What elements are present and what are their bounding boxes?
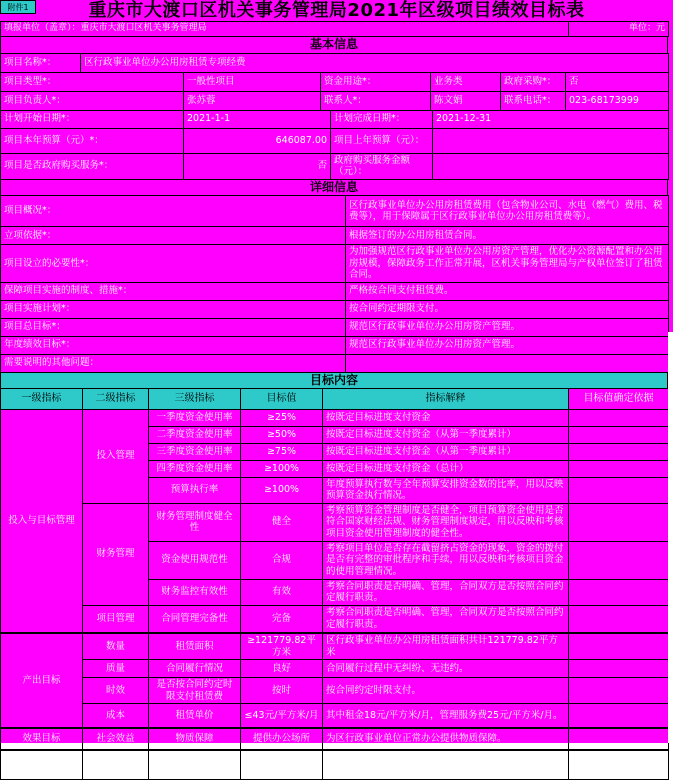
- l3-indicator: 合同履行的持续性: [149, 750, 241, 780]
- target-value: ≥121779.82平方米: [241, 633, 323, 660]
- detail-value[interactable]: 严格按合同支付租赁费。: [346, 282, 669, 300]
- l1-indicator: 产出目标: [1, 633, 83, 728]
- indicator-explain: 由租赁双方与房屋产权单位签订租赁合同，租赁期满后双方协商续签，保证租赁合同的持续性。: [323, 750, 569, 780]
- basis-cell: [569, 443, 669, 460]
- l2-indicator: 社会效益: [83, 728, 149, 750]
- phone-label: 联系电话*：: [501, 91, 566, 110]
- target-value: ≥50%: [241, 426, 323, 443]
- col-header-value: 目标值: [241, 389, 323, 410]
- l3-indicator: 是否按合同约定时限支付租赁费: [149, 678, 241, 704]
- l1-indicator: 投入与目标管理: [1, 409, 83, 633]
- basis-cell: [569, 426, 669, 443]
- basic-info-grid-a: [0, 72, 669, 111]
- basis-cell: [569, 660, 669, 678]
- target-value: 提供办公场所: [241, 728, 323, 750]
- detail-label: 立项依据*：: [1, 227, 346, 245]
- detail-grid: [0, 195, 669, 373]
- target-header-row: [1, 389, 669, 410]
- basis-cell: [569, 477, 669, 503]
- gov-service-value[interactable]: 否: [184, 153, 331, 179]
- target-value: 不中断: [241, 750, 323, 780]
- l1-indicator: 影响力目标: [1, 750, 83, 780]
- project-leader-value[interactable]: 张苏蓉: [184, 91, 321, 110]
- l3-indicator: 租赁单价: [149, 704, 241, 728]
- detail-label: 项目实施计划*：: [1, 300, 346, 318]
- detail-label: 项目概况*：: [1, 196, 346, 227]
- target-value: 完备: [241, 605, 323, 633]
- l3-indicator: 物质保障: [149, 728, 241, 750]
- basis-cell: [569, 633, 669, 660]
- indicator-explain: 按既定目标进度支付资金（从第一季度累计）: [323, 426, 569, 443]
- table-row: [1, 678, 669, 704]
- detail-label: 年度绩效目标*：: [1, 336, 346, 354]
- detail-label: 项目总目标*：: [1, 318, 346, 336]
- indicator-explain: 考察合同职责是否明确、管理，合同双方是否按照合同约定履行职责。: [323, 605, 569, 633]
- start-date-label: 计划开始日期*：: [1, 110, 184, 128]
- l3-indicator: 合同履行情况: [149, 660, 241, 678]
- l2-indicator: 成本: [83, 704, 149, 728]
- l2-indicator: 财务管理: [83, 503, 149, 605]
- basis-cell: [569, 409, 669, 426]
- target-value: 合规: [241, 541, 323, 579]
- table-row: [1, 728, 669, 750]
- l3-indicator: 合同管理完备性: [149, 605, 241, 633]
- table-row: [1, 660, 669, 678]
- contact-label: 联系人*：: [321, 91, 431, 110]
- page-title: 重庆市大渡口区机关事务管理局2021年区级项目绩效目标表: [88, 0, 585, 21]
- detail-value[interactable]: 区行政事业单位办公用房租赁费用（包含物业公司、水电（燃气）费用、税费等），用于保障属于区行政事业单位办公用房租赁费等）。: [346, 196, 669, 227]
- detail-value[interactable]: 规范区行政事业单位办公用房资产管理。: [346, 336, 669, 354]
- basis-cell: [569, 728, 669, 750]
- basis-cell: [569, 750, 669, 780]
- col-header-l2: 二级指标: [83, 389, 149, 410]
- table-row: [1, 605, 669, 633]
- basis-cell: [569, 541, 669, 579]
- detail-section-header: [0, 179, 668, 197]
- indicator-explain: 按既定目标进度支付资金: [323, 409, 569, 426]
- l2-indicator: 时效: [83, 678, 149, 704]
- start-date-value[interactable]: 2021-1-1: [184, 110, 331, 128]
- basic-info-section-header: [0, 36, 668, 54]
- fund-use-value[interactable]: 业务类: [431, 72, 501, 91]
- target-value: 按时: [241, 678, 323, 704]
- sheet-right-margin: [668, 332, 673, 743]
- prev-budget-label: 项目上年预算（元）：: [331, 128, 433, 153]
- detail-label: 项目设立的必要性*：: [1, 245, 346, 283]
- l2-indicator: 项目管理: [83, 605, 149, 633]
- filing-unit: 填报单位（盖章）：重庆市大渡口区机关事务管理局: [1, 22, 569, 37]
- target-value: ≥25%: [241, 409, 323, 426]
- target-value: ≥100%: [241, 477, 323, 503]
- indicator-explain: 考察预算资金管理制度是否健全，项目预算资金使用是否符合国家财经法规、财务管理制度规定，用以反映和考核项目资金使用管理制度的健全性。: [323, 503, 569, 541]
- project-name-row: [0, 53, 669, 73]
- detail-label: 保障项目实施的制度、措施*：: [1, 282, 346, 300]
- l2-indicator: 质量: [83, 660, 149, 678]
- project-leader-label: 项目负责人*：: [1, 91, 184, 110]
- target-value: ≥75%: [241, 443, 323, 460]
- detail-value[interactable]: 为加强规范区行政事业单位办公用房资产管理，优化办公资源配置和办公用房规模，保障政务工作正常开展，区机关事务管理局与产权单位签订了租赁合同。: [346, 245, 669, 283]
- project-name-label: 项目名称*：: [1, 53, 81, 72]
- indicator-explain: 考察项目单位是否存在截留挤占资金的现象，资金的拨付是否有完整的审批程序和手续，用以反映和考核项目资金的使用管理情况。: [323, 541, 569, 579]
- target-value: 健全: [241, 503, 323, 541]
- budget-label: 项目本年预算（元）*：: [1, 128, 184, 153]
- detail-value[interactable]: 规范区行政事业单位办公用房资产管理。: [346, 318, 669, 336]
- l3-indicator: 财务管理制度健全性: [149, 503, 241, 541]
- table-row: [1, 633, 669, 660]
- gov-procurement-label: 政府采购*：: [501, 72, 566, 91]
- target-table: [0, 388, 669, 780]
- end-date-label: 计划完成日期*：: [331, 110, 433, 128]
- col-header-l3: 三级指标: [149, 389, 241, 410]
- filing-row: [0, 21, 669, 37]
- l3-indicator: 二季度资金使用率: [149, 426, 241, 443]
- l3-indicator: 一季度资金使用率: [149, 409, 241, 426]
- l2-indicator: 投入管理: [83, 409, 149, 503]
- l2-indicator: 数量: [83, 633, 149, 660]
- budget-value[interactable]: 646087.00: [184, 128, 331, 153]
- indicator-explain: 年度预算执行数与全年预算安排资金数的比率，用以反映预算资金执行情况。: [323, 477, 569, 503]
- l3-indicator: 三季度资金使用率: [149, 443, 241, 460]
- gov-service-label: 项目是否政府购买服务*：: [1, 153, 184, 179]
- project-type-label: 项目类型*：: [1, 72, 184, 91]
- gov-service-amount-value[interactable]: [433, 153, 669, 179]
- corner-tag: 附件1: [0, 0, 36, 14]
- col-header-l1: 一级指标: [1, 389, 83, 410]
- target-value: ≥100%: [241, 460, 323, 477]
- money-unit: 单位：元: [569, 22, 669, 37]
- detail-value[interactable]: [346, 354, 669, 372]
- section-title-target: 目标内容: [1, 372, 668, 389]
- l3-indicator: 租赁面积: [149, 633, 241, 660]
- basis-cell: [569, 503, 669, 541]
- table-row: [1, 750, 669, 780]
- l3-indicator: 预算执行率: [149, 477, 241, 503]
- end-date-value[interactable]: 2021-12-31: [433, 110, 669, 128]
- indicator-explain: 区行政事业单位办公用房租赁面积共计121779.82平方米: [323, 633, 569, 660]
- contact-value[interactable]: 陈文娟: [431, 91, 501, 110]
- basis-cell: [569, 704, 669, 728]
- target-value: 有效: [241, 579, 323, 605]
- target-section-header: [0, 372, 668, 390]
- indicator-explain: 其中租金18元/平方米/月，管理服务费25元/平方米/月。: [323, 704, 569, 728]
- basis-cell: [569, 678, 669, 704]
- prev-budget-value[interactable]: [433, 128, 669, 153]
- detail-value[interactable]: 根据签订的办公用房租赁合同。: [346, 227, 669, 245]
- l3-indicator: 四季度资金使用率: [149, 460, 241, 477]
- table-row: [1, 503, 669, 541]
- gov-service-amount-label: 政府购买服务金额（元）：: [331, 153, 433, 179]
- indicator-explain: 为区行政事业单位正常办公提供物质保障。: [323, 728, 569, 750]
- col-header-basis: 目标值确定依据: [569, 389, 669, 410]
- section-title-basic: 基本信息: [1, 37, 668, 54]
- basis-cell: [569, 460, 669, 477]
- table-row: [1, 704, 669, 728]
- basic-info-grid-b: [0, 110, 669, 180]
- indicator-explain: 考察合同职责是否明确、管理，合同双方是否按照合同约定履行职责。: [323, 579, 569, 605]
- detail-value[interactable]: 按合同约定期限支付。: [346, 300, 669, 318]
- indicator-explain: 按合同约定时限支付。: [323, 678, 569, 704]
- phone-value[interactable]: 023-68173999: [566, 91, 669, 110]
- section-title-detail: 详细信息: [1, 179, 668, 196]
- table-row: [1, 409, 669, 426]
- l1-indicator: 效果目标: [1, 728, 83, 750]
- indicator-explain: 按既定目标进度支付资金（总计）: [323, 460, 569, 477]
- l3-indicator: 资金使用规范性: [149, 541, 241, 579]
- project-name-value[interactable]: 区行政事业单位办公用房租赁专项经费: [81, 53, 669, 72]
- basis-cell: [569, 579, 669, 605]
- indicator-explain: 按既定目标进度支付资金（从第一季度累计）: [323, 443, 569, 460]
- indicator-explain: 合同履行过程中无纠纷、无违约。: [323, 660, 569, 678]
- target-value: ≤43元/平方米/月: [241, 704, 323, 728]
- basis-cell: [569, 605, 669, 633]
- gov-procurement-value[interactable]: 否: [566, 72, 669, 91]
- target-value: 良好: [241, 660, 323, 678]
- fund-use-label: 资金用途*：: [321, 72, 431, 91]
- project-type-value[interactable]: 一般性项目: [184, 72, 321, 91]
- detail-label: 需要说明的其他问题：: [1, 354, 346, 372]
- l2-indicator: 长效管理: [83, 750, 149, 780]
- col-header-explain: 指标解释: [323, 389, 569, 410]
- l3-indicator: 财务监控有效性: [149, 579, 241, 605]
